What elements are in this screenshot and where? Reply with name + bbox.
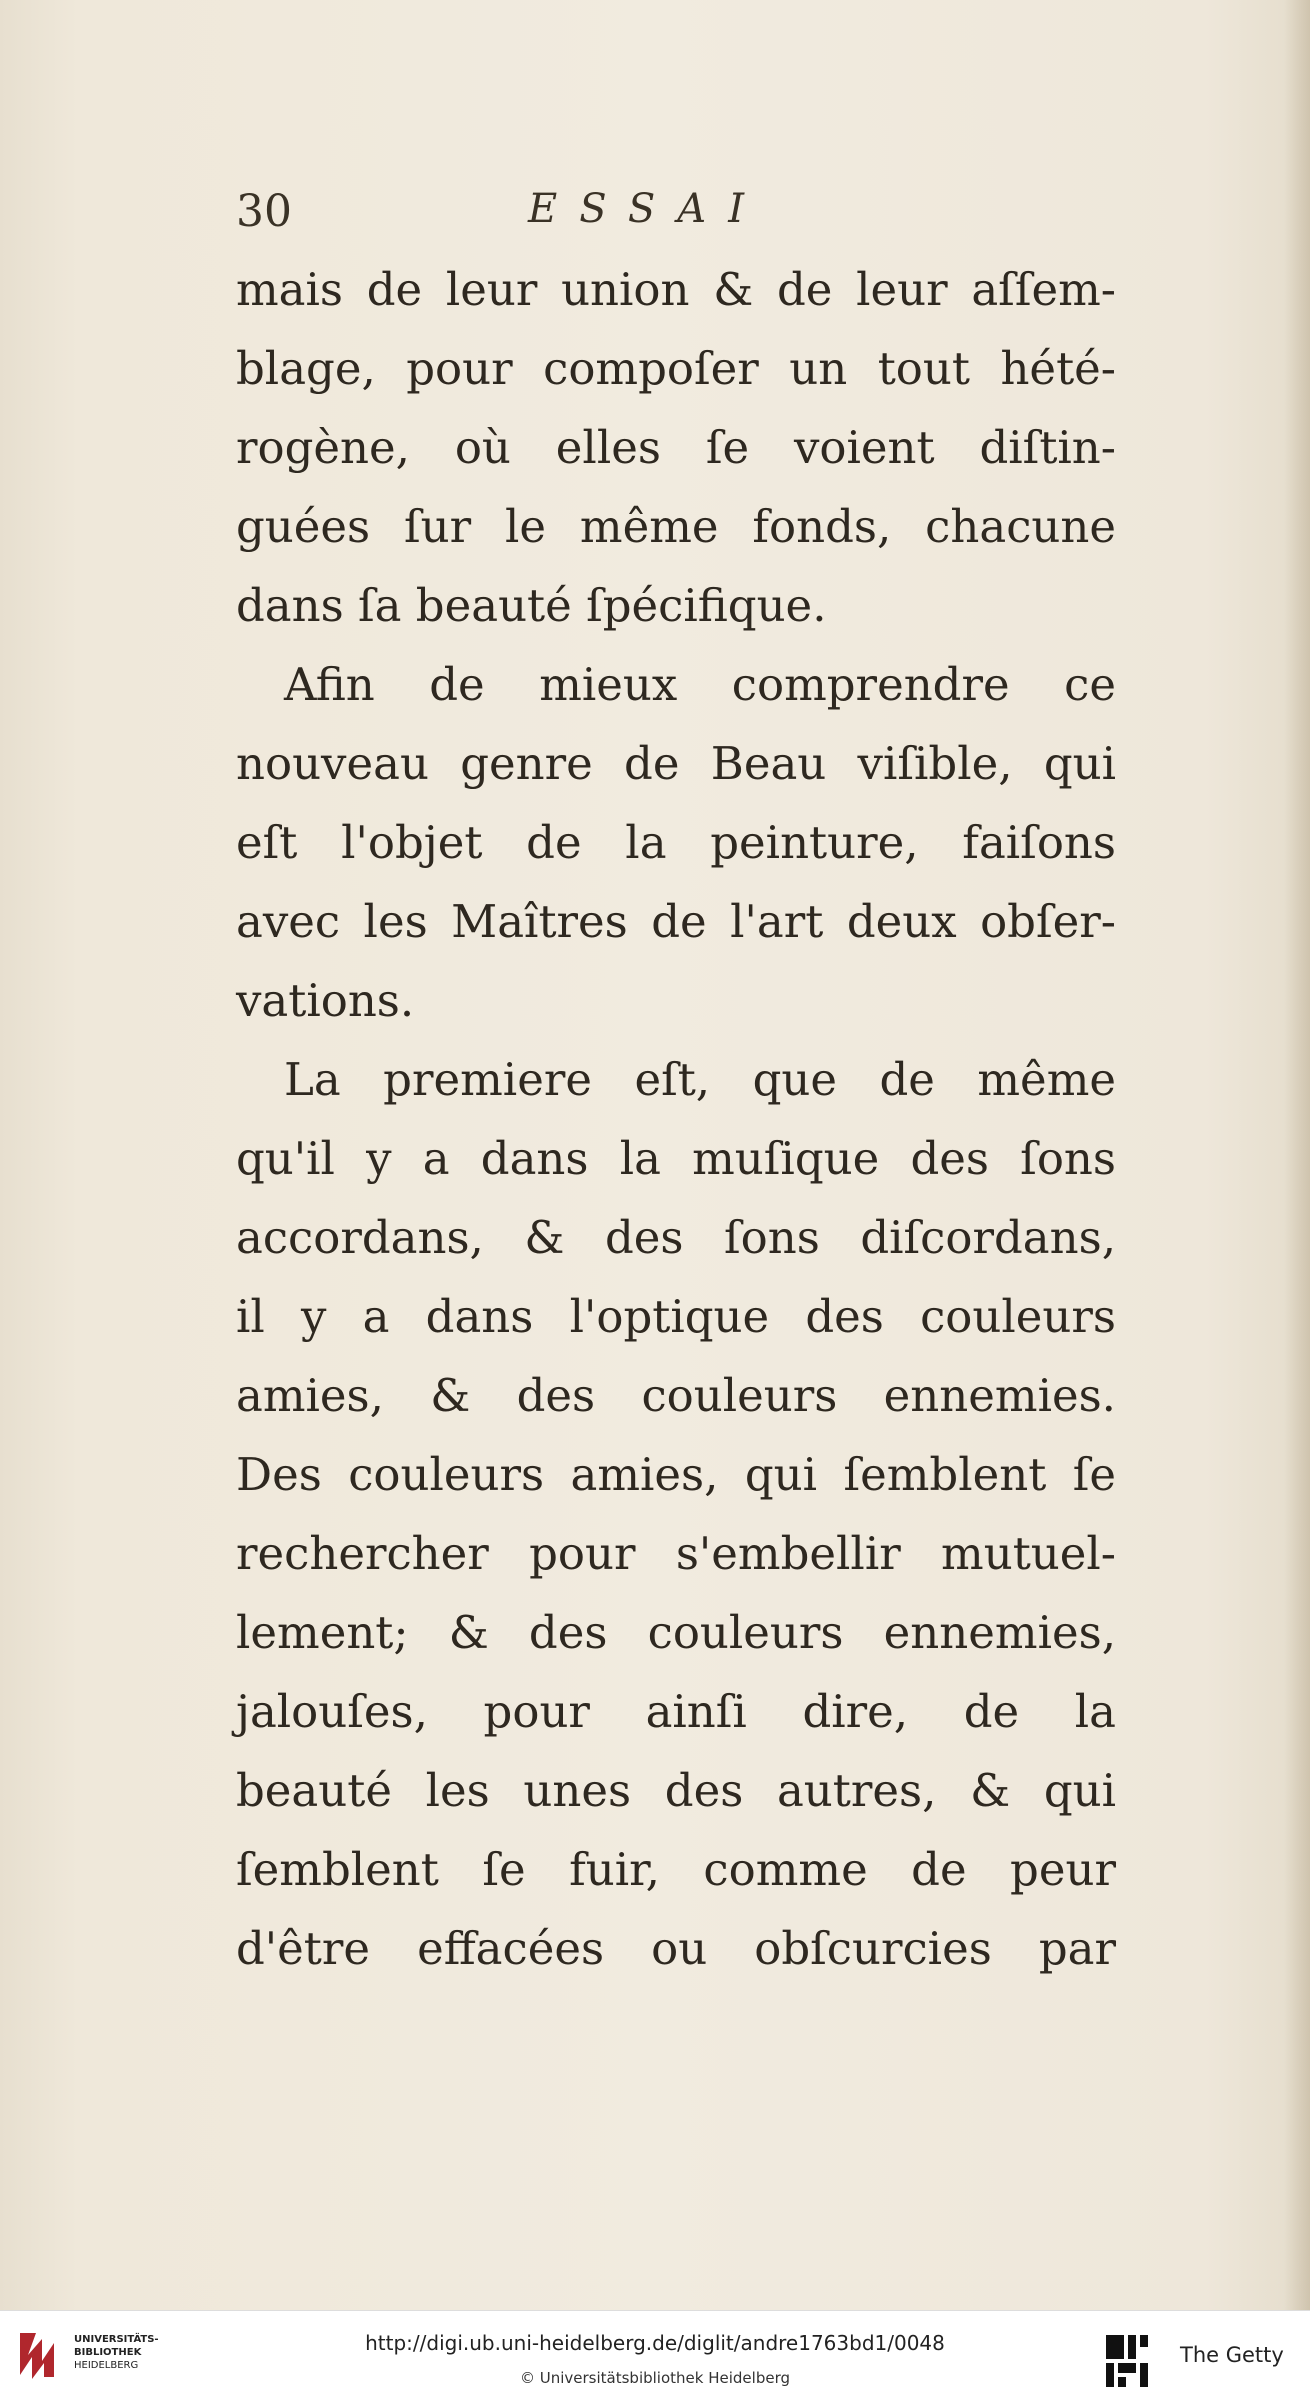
text-line: lement; & des couleurs ennemies, [236, 1606, 1116, 1659]
page-header [236, 186, 1136, 246]
text-line: d'être effacées ou obſcurcies par [236, 1922, 1116, 1975]
text-line: Afin de mieux comprendre ce [284, 658, 1116, 711]
permalink-url[interactable]: http://digi.ub.uni-heidelberg.de/diglit/andre1763bd1/0048 [365, 2331, 945, 2355]
text-line: qu'il y a dans la muſique des ſons [236, 1132, 1116, 1185]
text-line: beauté les unes des autres, & qui [236, 1764, 1116, 1817]
text-line: mais de leur union & de leur aſſem- [236, 263, 1116, 316]
text-line: ſemblent ſe fuir, comme de peur [236, 1843, 1116, 1896]
page-edge-shadow [1284, 0, 1310, 2310]
copyright-notice: © Universitätsbibliothek Heidelberg [519, 2369, 790, 2387]
page-number: 30 [236, 186, 292, 237]
running-title: ESSAI [528, 186, 766, 232]
text-line: Des couleurs amies, qui ſemblent ſe [236, 1448, 1116, 1501]
text-line: amies, & des couleurs ennemies. [236, 1369, 1116, 1422]
text-line: vations. [236, 974, 415, 1027]
text-line: nouveau genre de Beau viſible, qui [236, 737, 1116, 790]
text-line: avec les Maîtres de l'art deux obſer- [236, 895, 1116, 948]
text-line: rechercher pour s'embellir mutuel- [236, 1527, 1116, 1580]
library-name-line: BIBLIOTHEK [74, 2347, 142, 2358]
getty-logo-icon [1102, 2331, 1152, 2391]
text-line: blage, pour compoſer un tout hété- [236, 342, 1116, 395]
viewer-footer [0, 2310, 1310, 2405]
text-line: guées ſur le même fonds, chacune [236, 500, 1116, 553]
text-line: accordans, & des ſons diſcordans, [236, 1211, 1116, 1264]
text-line: jalouſes, pour ainſi dire, de la [236, 1685, 1116, 1738]
getty-name: The Getty [1180, 2343, 1284, 2367]
library-name-line: UNIVERSITÄTS- [74, 2334, 159, 2345]
text-line: rogène, où elles ſe voient diſtin- [236, 421, 1116, 474]
text-line: il y a dans l'optique des couleurs [236, 1290, 1116, 1343]
text-line: La premiere eſt, que de même [284, 1053, 1116, 1106]
body-text [236, 250, 1116, 1988]
library-name-line: HEIDELBERG [74, 2360, 139, 2371]
text-line: dans ſa beauté ſpécifique. [236, 579, 827, 632]
text-line: eſt l'objet de la peinture, faiſons [236, 816, 1116, 869]
